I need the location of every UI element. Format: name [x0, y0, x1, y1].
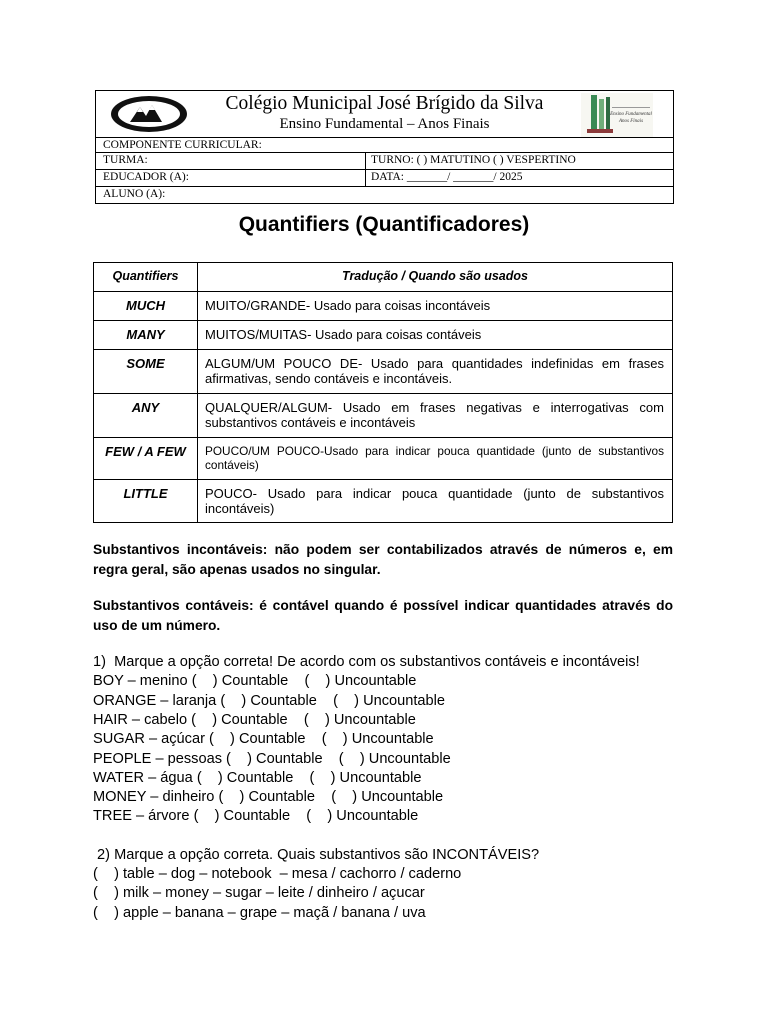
countable-definition: Substantivos contáveis: é contável quando é possível indicar quantidades através do uso de um número.	[93, 598, 673, 633]
turno-label: TURNO: ( ) MATUTINO ( ) VESPERTINO	[371, 154, 576, 166]
translation-cell: POUCO/UM POUCO-Usado para indicar pouca quantidade (junto de substantivos contáveis)	[198, 438, 673, 480]
exercise-1-item: TREE – árvore ( ) Countable ( ) Uncountable	[93, 808, 419, 824]
exercise-1-item: MONEY – dinheiro ( ) Countable ( ) Uncountable	[93, 789, 444, 805]
turma-label: TURMA:	[103, 154, 148, 166]
quantifiers-table	[93, 262, 673, 523]
table-row	[94, 438, 673, 480]
quantifier-cell: MANY	[94, 321, 198, 350]
fundamental-logo-icon	[581, 93, 653, 137]
exercise-1-item: ORANGE – laranja ( ) Countable ( ) Uncountable	[93, 693, 446, 709]
turma-row	[96, 153, 673, 170]
table-row	[94, 321, 673, 350]
aluno-label: ALUNO (A):	[103, 188, 166, 200]
uncountable-definition: Substantivos incontáveis: não podem ser contabilizados através de números e, em regra geral, são apenas usados no singular.	[93, 542, 673, 577]
exercise-1-item: HAIR – cabelo ( ) Countable ( ) Uncountable	[93, 712, 416, 728]
school-name: Colégio Municipal José Brígido da Silva	[225, 93, 544, 114]
exercise-2-question: 2) Marque a opção correta. Quais substantivos são INCONTÁVEIS?	[93, 847, 540, 863]
table-header-translation: Tradução / Quando são usados	[198, 263, 673, 292]
exercise-1-item: SUGAR – açúcar ( ) Countable ( ) Uncountable	[93, 731, 434, 747]
table-header-quantifiers: Quantifiers	[94, 263, 198, 292]
educador-row	[96, 170, 673, 187]
quantifier-cell: LITTLE	[94, 480, 198, 523]
componente-label: COMPONENTE CURRICULAR:	[103, 139, 262, 151]
translation-cell: ALGUM/UM POUCO DE- Usado para quantidades indefinidas em frases afirmativas, sendo contáveis e incontáveis.	[198, 350, 673, 394]
translation-cell: POUCO- Usado para indicar pouca quantidade (junto de substantivos incontáveis)	[198, 480, 673, 523]
table-row	[94, 394, 673, 438]
data-label: DATA: _______/ _______/ 2025	[371, 171, 523, 183]
svg-text:Ensino Fundamental: Ensino Fundamental	[610, 112, 652, 117]
table-row	[94, 292, 673, 321]
table-row	[94, 480, 673, 523]
quantifier-cell: SOME	[94, 350, 198, 394]
componente-row	[96, 138, 673, 153]
exercise-2-option: ( ) table – dog – notebook – mesa / cachorro / caderno	[93, 866, 462, 882]
exercise-2-option: ( ) apple – banana – grape – maçã / banana / uva	[93, 905, 426, 921]
school-header	[95, 90, 674, 204]
quantifier-cell: FEW / A FEW	[94, 438, 198, 480]
header-title-block	[96, 91, 673, 138]
translation-cell: MUITOS/MUITAS- Usado para coisas contáveis	[198, 321, 673, 350]
quantifier-cell: ANY	[94, 394, 198, 438]
page-title: Quantifiers (Quantificadores)	[238, 213, 530, 236]
exercise-1-item: WATER – água ( ) Countable ( ) Uncountable	[93, 770, 422, 786]
table-row	[94, 350, 673, 394]
school-subtitle: Ensino Fundamental – Anos Finais	[279, 116, 490, 132]
table-header-row	[94, 263, 673, 292]
quantifier-cell: MUCH	[94, 292, 198, 321]
aluno-row	[96, 187, 673, 204]
educador-label: EDUCADOR (A):	[103, 171, 189, 183]
exercise-1-question: 1) Marque a opção correta! De acordo com os substantivos contáveis e incontáveis!	[93, 654, 640, 670]
translation-cell: MUITO/GRANDE- Usado para coisas incontáveis	[198, 292, 673, 321]
exercise-1-item: BOY – menino ( ) Countable ( ) Uncountable	[93, 673, 417, 689]
header-divider	[365, 153, 366, 186]
exercise-1-item: PEOPLE – pessoas ( ) Countable ( ) Uncountable	[93, 751, 451, 767]
svg-text:Anos Finais: Anos Finais	[618, 119, 644, 124]
translation-cell: QUALQUER/ALGUM- Usado em frases negativas e interrogativas com substantivos contáveis e incontáveis	[198, 394, 673, 438]
exercise-2-option: ( ) milk – money – sugar – leite / dinheiro / açucar	[93, 885, 425, 901]
